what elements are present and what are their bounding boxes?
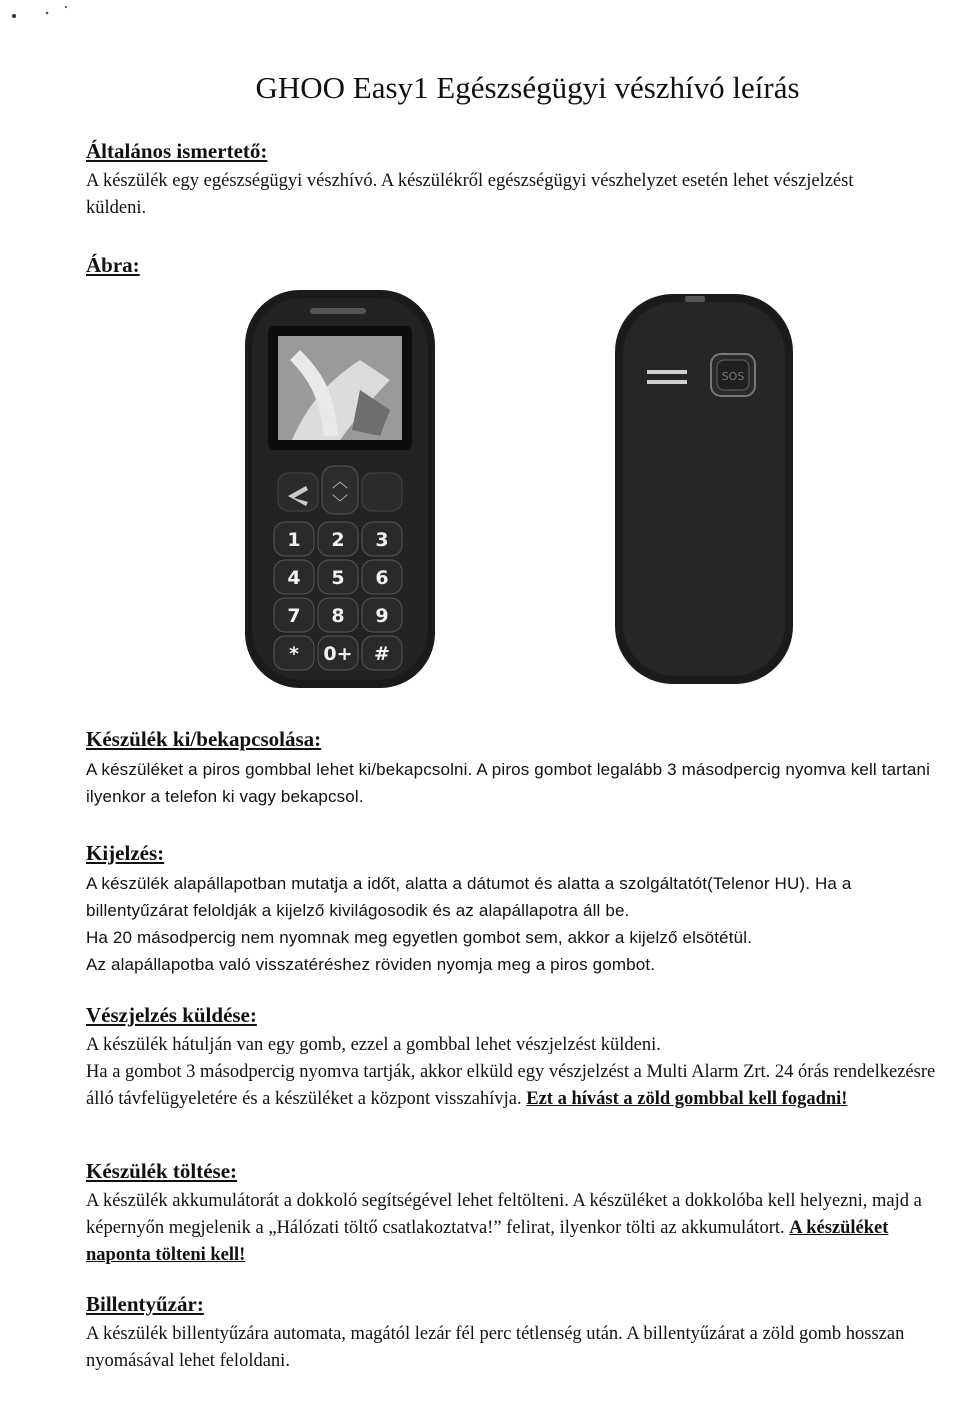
- keypad-key-label: 5: [331, 567, 345, 589]
- keypad-key-label: 0+: [323, 643, 353, 665]
- section-general: [86, 138, 940, 222]
- keypad-key-label: 7: [287, 605, 301, 627]
- nav-up-icon: ︿: [331, 472, 349, 491]
- nav-down-icon: ﹀: [331, 493, 349, 512]
- section-figure: [86, 252, 940, 282]
- paragraph-text: Ha a gombot 3 másodpercig nyomva tartják, akkor elküld egy vészjelzést a Multi Alarm Zrt. 24 órás rendelkezésre álló távfelügyeletére és a készüléket a központ visszahívja.: [86, 1062, 936, 1109]
- phone-front-icon: [245, 290, 435, 688]
- section-charging: [86, 1158, 940, 1269]
- keypad-key-label: 2: [331, 529, 345, 551]
- emphasis-note: A készüléket naponta tölteni kell!: [86, 1218, 889, 1265]
- paragraph: A készülék egy egészségügyi vészhívó. A készülékről egészségügyi vészhelyzet esetén lehet vészjelzést küldeni.: [86, 171, 854, 218]
- keypad-key-label: 8: [331, 605, 345, 627]
- keypad-key-label: 3: [375, 529, 389, 551]
- paragraph: [86, 1188, 940, 1269]
- paragraph: [86, 1059, 940, 1113]
- section-display: [86, 840, 940, 978]
- heading-figure: Ábra:: [86, 253, 140, 277]
- heading-alarm: Vészjelzés küldése:: [86, 1003, 257, 1027]
- heading-charging: Készülék töltése:: [86, 1159, 238, 1183]
- page-title: GHOO Easy1 Egészségügyi vészhívó leírás: [255, 70, 800, 105]
- paragraph: Ha 20 másodpercig nem nyomnak meg egyetlen gombot sem, akkor a kijelző elsötétül.: [86, 928, 753, 947]
- section-power: [86, 726, 940, 810]
- heading-power: Készülék ki/bekapcsolása:: [86, 727, 322, 751]
- phone-figure: [240, 290, 800, 690]
- heading-display: Kijelzés:: [86, 841, 165, 865]
- heading-general: Általános ismertető:: [86, 139, 268, 163]
- keypad-key-label: *: [289, 643, 299, 665]
- paragraph: A készüléket a piros gombbal lehet ki/bekapcsolni. A piros gombot legalább 3 másodpercig nyomva kell tartani ilyenkor a telefon ki vagy bekapcsol.: [86, 760, 931, 806]
- heading-keylock: Billentyűzár:: [86, 1292, 204, 1316]
- sos-button-label: SOS: [721, 370, 745, 383]
- section-keylock: [86, 1291, 940, 1375]
- keypad-key-label: 6: [375, 567, 389, 589]
- keypad-key-label: 9: [375, 605, 389, 627]
- keypad-key-label: 4: [287, 567, 301, 589]
- keypad-key-label: #: [374, 643, 390, 665]
- paragraph: A készülék billentyűzára automata, magától lezár fél perc tétlenség után. A billentyűzárat a zöld gomb hosszan nyomásával lehet feloldani.: [86, 1324, 905, 1371]
- section-alarm: [86, 1002, 940, 1113]
- scan-specks: [0, 0, 120, 30]
- keypad-key-label: 1: [287, 529, 301, 551]
- paragraph: A készülék hátulján van egy gomb, ezzel a gombbal lehet vészjelzést küldeni.: [86, 1035, 661, 1055]
- paragraph: Az alapállapotba való visszatéréshez röviden nyomja meg a piros gombot.: [86, 955, 656, 974]
- paragraph-text: A készülék akkumulátorát a dokkoló segítségével lehet feltölteni. A készüléket a dokkolóba kell helyezni, majd a képernyőn megjelenik a „Hálózati töltő csatlakoztatva!” felirat, ilyenkor tölti az akkumulátort.: [86, 1191, 922, 1238]
- phone-back-icon: [615, 294, 793, 684]
- emphasis-note: Ezt a hívást a zöld gombbal kell fogadni!: [526, 1089, 848, 1109]
- paragraph: A készülék alapállapotban mutatja a időt, alatta a dátumot és alatta a szolgáltatót(Telenor HU). Ha a billentyűzárat feloldják a kijelző kivilágosodik és az alapállapotra áll be.: [86, 874, 852, 920]
